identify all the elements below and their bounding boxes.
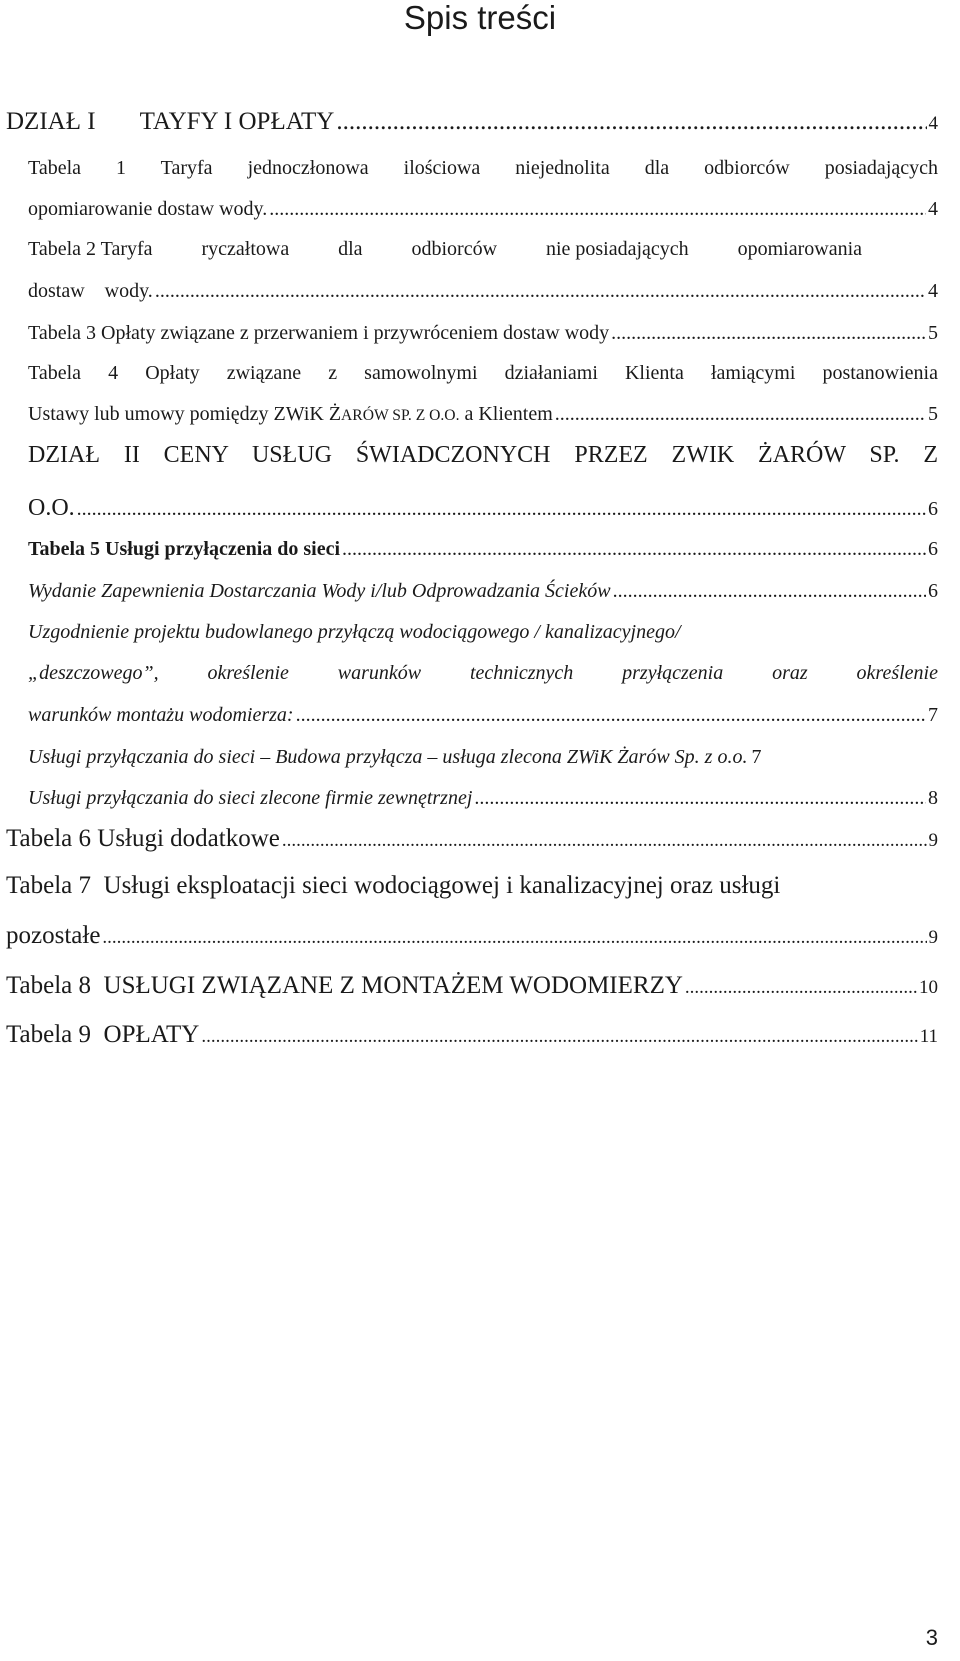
toc-entry-wydanie[interactable] xyxy=(28,580,938,603)
dot-leader xyxy=(685,977,917,999)
toc-entry-tabela-3[interactable] xyxy=(28,322,938,345)
dot-leader xyxy=(555,403,926,426)
dot-leader xyxy=(474,787,926,810)
toc-entry-label xyxy=(28,403,553,426)
toc-entry-tabela-9[interactable] xyxy=(6,1021,938,1049)
toc-page-number: 10 xyxy=(919,977,938,998)
toc-entry-label: Tabela 3 Opłaty związane z przerwaniem i przywróceniem dostaw wody xyxy=(28,322,610,344)
dot-leader xyxy=(269,198,926,221)
toc-page-number: 11 xyxy=(919,1026,938,1047)
toc-entry-label: dostaw wody. xyxy=(28,280,153,302)
toc-page-number: 5 xyxy=(928,322,938,344)
toc-entry-label: Tabela 9 OPŁATY xyxy=(6,1021,200,1048)
toc-entry-dzial-1[interactable] xyxy=(6,108,938,136)
word: nie posiadających xyxy=(545,238,689,260)
page-title: Spis treści xyxy=(403,0,557,36)
dot-leader xyxy=(282,830,927,852)
dot-leader xyxy=(155,280,926,303)
word: ryczałtowa xyxy=(201,238,290,260)
word: dla xyxy=(338,238,363,260)
toc-entry-label xyxy=(6,108,334,136)
label-smallcaps: ARÓW SP. Z O.O. xyxy=(341,407,460,424)
dot-leader xyxy=(342,538,926,561)
dot-leader xyxy=(611,322,926,345)
toc-page-number: 4 xyxy=(928,280,938,302)
toc-entry-tabela-7[interactable] xyxy=(6,922,938,950)
toc-entry-uzgodnienie-line1[interactable]: Uzgodnienie projektu budowlanego przyłączą wodociągowego / kanalizacyjnego/ xyxy=(28,621,681,643)
toc-page-number: 9 xyxy=(928,927,938,948)
word: Tabela 2 Taryfa xyxy=(28,238,153,260)
toc-page-number: 8 xyxy=(928,787,938,809)
word: odbiorców xyxy=(411,238,498,260)
toc-page-number: 6 xyxy=(928,538,938,560)
dot-leader xyxy=(77,498,926,521)
toc-page-number: 5 xyxy=(928,403,938,425)
toc-entry-tabela-5[interactable] xyxy=(28,538,938,561)
toc-entry-label: Usługi przyłączania do sieci zlecone firmie zewnętrznej xyxy=(28,787,473,809)
toc-page-number: 4 xyxy=(928,198,938,220)
toc-page-number: 6 xyxy=(928,580,938,602)
toc-entry-uzgodnienie[interactable] xyxy=(28,704,938,727)
section-title: TAYFY I OPŁATY xyxy=(139,108,335,135)
toc-entry-label: opomiarowanie dostaw wody. xyxy=(28,198,268,220)
toc-page-number: 7 xyxy=(751,746,762,768)
dot-leader xyxy=(102,927,926,949)
dot-leader xyxy=(613,580,926,603)
toc-entry-tabela-2-line1[interactable] xyxy=(28,238,862,261)
toc-page-number: 4 xyxy=(928,113,938,134)
section-number: DZIAŁ I xyxy=(6,108,96,135)
dot-leader xyxy=(336,108,926,136)
toc-entry-uslugi-przylaczania-zlecona[interactable] xyxy=(28,746,938,769)
toc-entry-label: Tabela 6 Usługi dodatkowe xyxy=(6,825,280,852)
toc-entry-tabela-1[interactable] xyxy=(28,198,938,221)
label-part: Ustawy lub umowy pomiędzy ZWiK Ż xyxy=(28,403,342,425)
toc-entry-dzial-2[interactable] xyxy=(28,495,938,522)
toc-entry-label: warunków montażu wodomierza: xyxy=(28,704,294,726)
toc-entry-tabela-8[interactable] xyxy=(6,972,938,1000)
page-number: 3 xyxy=(925,1625,938,1650)
toc-entry-uslugi-przylaczania-zewnetrzne[interactable] xyxy=(28,787,938,810)
toc-entry-label: Wydanie Zapewnienia Dostarczania Wody i/lub Odprowadzania Ścieków xyxy=(28,580,611,602)
toc-entry-tabela-6[interactable] xyxy=(6,825,938,853)
toc-entry-label: pozostałe xyxy=(6,922,101,949)
toc-entry-uzgodnienie-line2[interactable]: „deszczowego”, określenie warunków technicznych przyłączenia oraz określenie xyxy=(28,662,938,684)
toc-entry-label: Tabela 5 Usługi przyłączenia do sieci xyxy=(28,538,341,560)
label-part: a Klientem xyxy=(459,403,553,425)
toc-entry-tabela-4[interactable] xyxy=(28,403,938,426)
toc-entry-tabela-2[interactable] xyxy=(28,280,938,303)
toc-page-number: 7 xyxy=(928,704,938,726)
toc-page-number: 9 xyxy=(928,830,938,851)
toc-entry-label: Usługi przyłączania do sieci – Budowa przyłącza – usługa zlecona ZWiK Żarów Sp. z o.o. xyxy=(28,746,748,768)
word: opomiarowania xyxy=(737,238,862,260)
toc-entry-tabela-1-line1[interactable]: Tabela 1 Taryfa jednoczłonowa ilościowa niejednolita dla odbiorców posiadających xyxy=(28,157,938,179)
toc-entry-label: O.O. xyxy=(28,495,75,521)
toc-entry-dzial-2-line1[interactable]: DZIAŁ II CENY USŁUG ŚWIADCZONYCH PRZEZ ZWIK ŻARÓW SP. Z xyxy=(28,442,938,468)
dot-leader xyxy=(201,1026,917,1048)
toc-entry-label: Tabela 8 USŁUGI ZWIĄZANE Z MONTAŻEM WODOMIERZY xyxy=(6,972,683,999)
dot-leader xyxy=(296,704,926,727)
toc-entry-tabela-7-line1[interactable]: Tabela 7 Usługi eksploatacji sieci wodociągowej i kanalizacyjnej oraz usługi xyxy=(6,872,781,899)
toc-page-number: 6 xyxy=(928,498,938,520)
toc-entry-tabela-4-line1[interactable]: Tabela 4 Opłaty związane z samowolnymi działaniami Klienta łamiącymi postanowienia xyxy=(28,362,938,384)
